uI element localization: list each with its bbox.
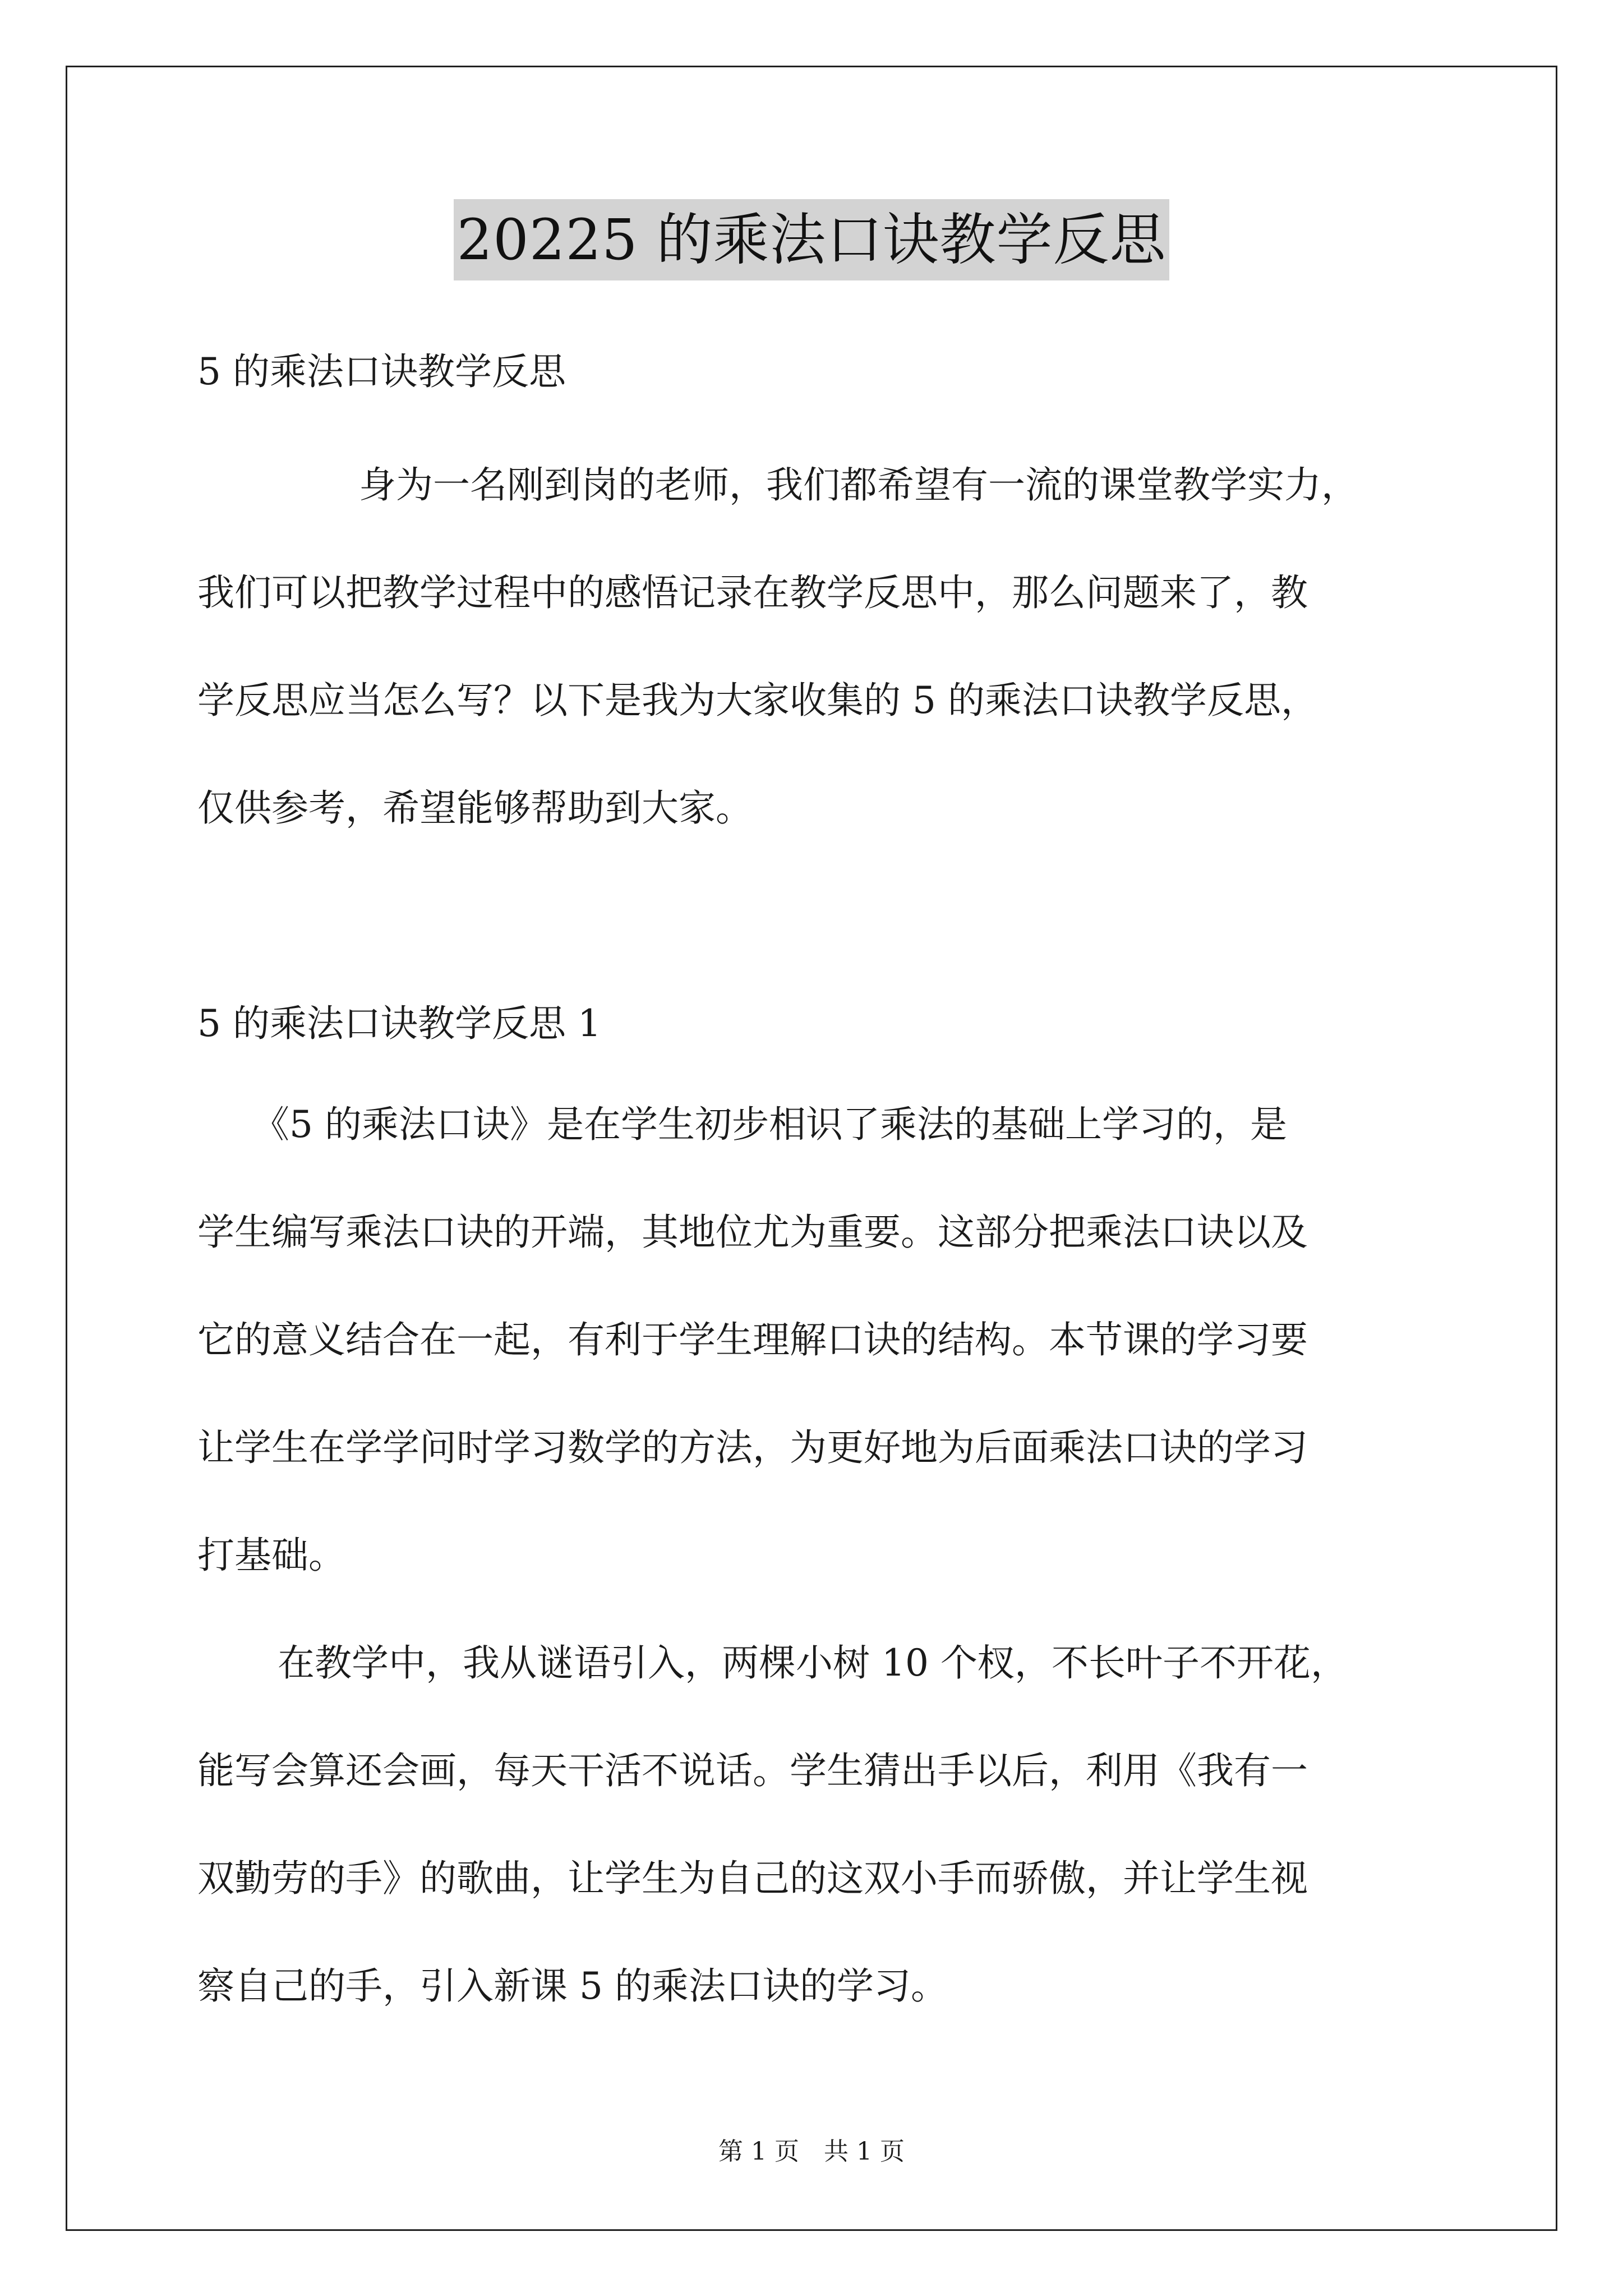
paragraph-line: 察自己的手，引入新课 5 的乘法口诀的学习。: [197, 1964, 948, 2008]
title-container: [0, 199, 1623, 280]
intro-line: 我们可以把教学过程中的感悟记录在教学反思中，那么问题来了，教: [197, 571, 1308, 614]
paragraph-line: 学生编写乘法口诀的开端，其地位尤为重要。这部分把乘法口诀以及: [197, 1211, 1308, 1254]
document-title: 20225 的乘法口诀教学反思: [454, 199, 1170, 280]
paragraph-line: 《5 的乘法口诀》是在学生初步相识了乘法的基础上学习的，是: [252, 1103, 1287, 1146]
section-heading: 5 的乘法口诀教学反思 1: [197, 1002, 601, 1045]
paragraph-line: 让学生在学学问时学习数学的方法，为更好地为后面乘法口诀的学习: [197, 1426, 1308, 1469]
document-subtitle: 5 的乘法口诀教学反思: [197, 350, 566, 393]
intro-line: 身为一名刚到岗的老师，我们都希望有一流的课堂教学实力，: [359, 463, 1358, 507]
intro-line: 学反思应当怎么写？以下是我为大家收集的 5 的乘法口诀教学反思，: [197, 679, 1318, 722]
page-footer: 第 1 页 共 1 页: [718, 2137, 905, 2166]
paragraph-line: 它的意义结合在一起，有利于学生理解口诀的结构。本节课的学习要: [197, 1318, 1308, 1361]
paragraph-line: 在教学中，我从谜语引入，两棵小树 10 个杈，不长叶子不开花，: [278, 1641, 1348, 1685]
paragraph-line: 能写会算还会画，每天干活不说话。学生猜出手以后，利用《我有一: [197, 1749, 1308, 1792]
paragraph-line: 打基础。: [197, 1534, 345, 1577]
intro-line: 仅供参考，希望能够帮助到大家。: [197, 786, 753, 830]
paragraph-line: 双勤劳的手》的歌曲，让学生为自己的这双小手而骄傲，并让学生视: [197, 1857, 1308, 1900]
